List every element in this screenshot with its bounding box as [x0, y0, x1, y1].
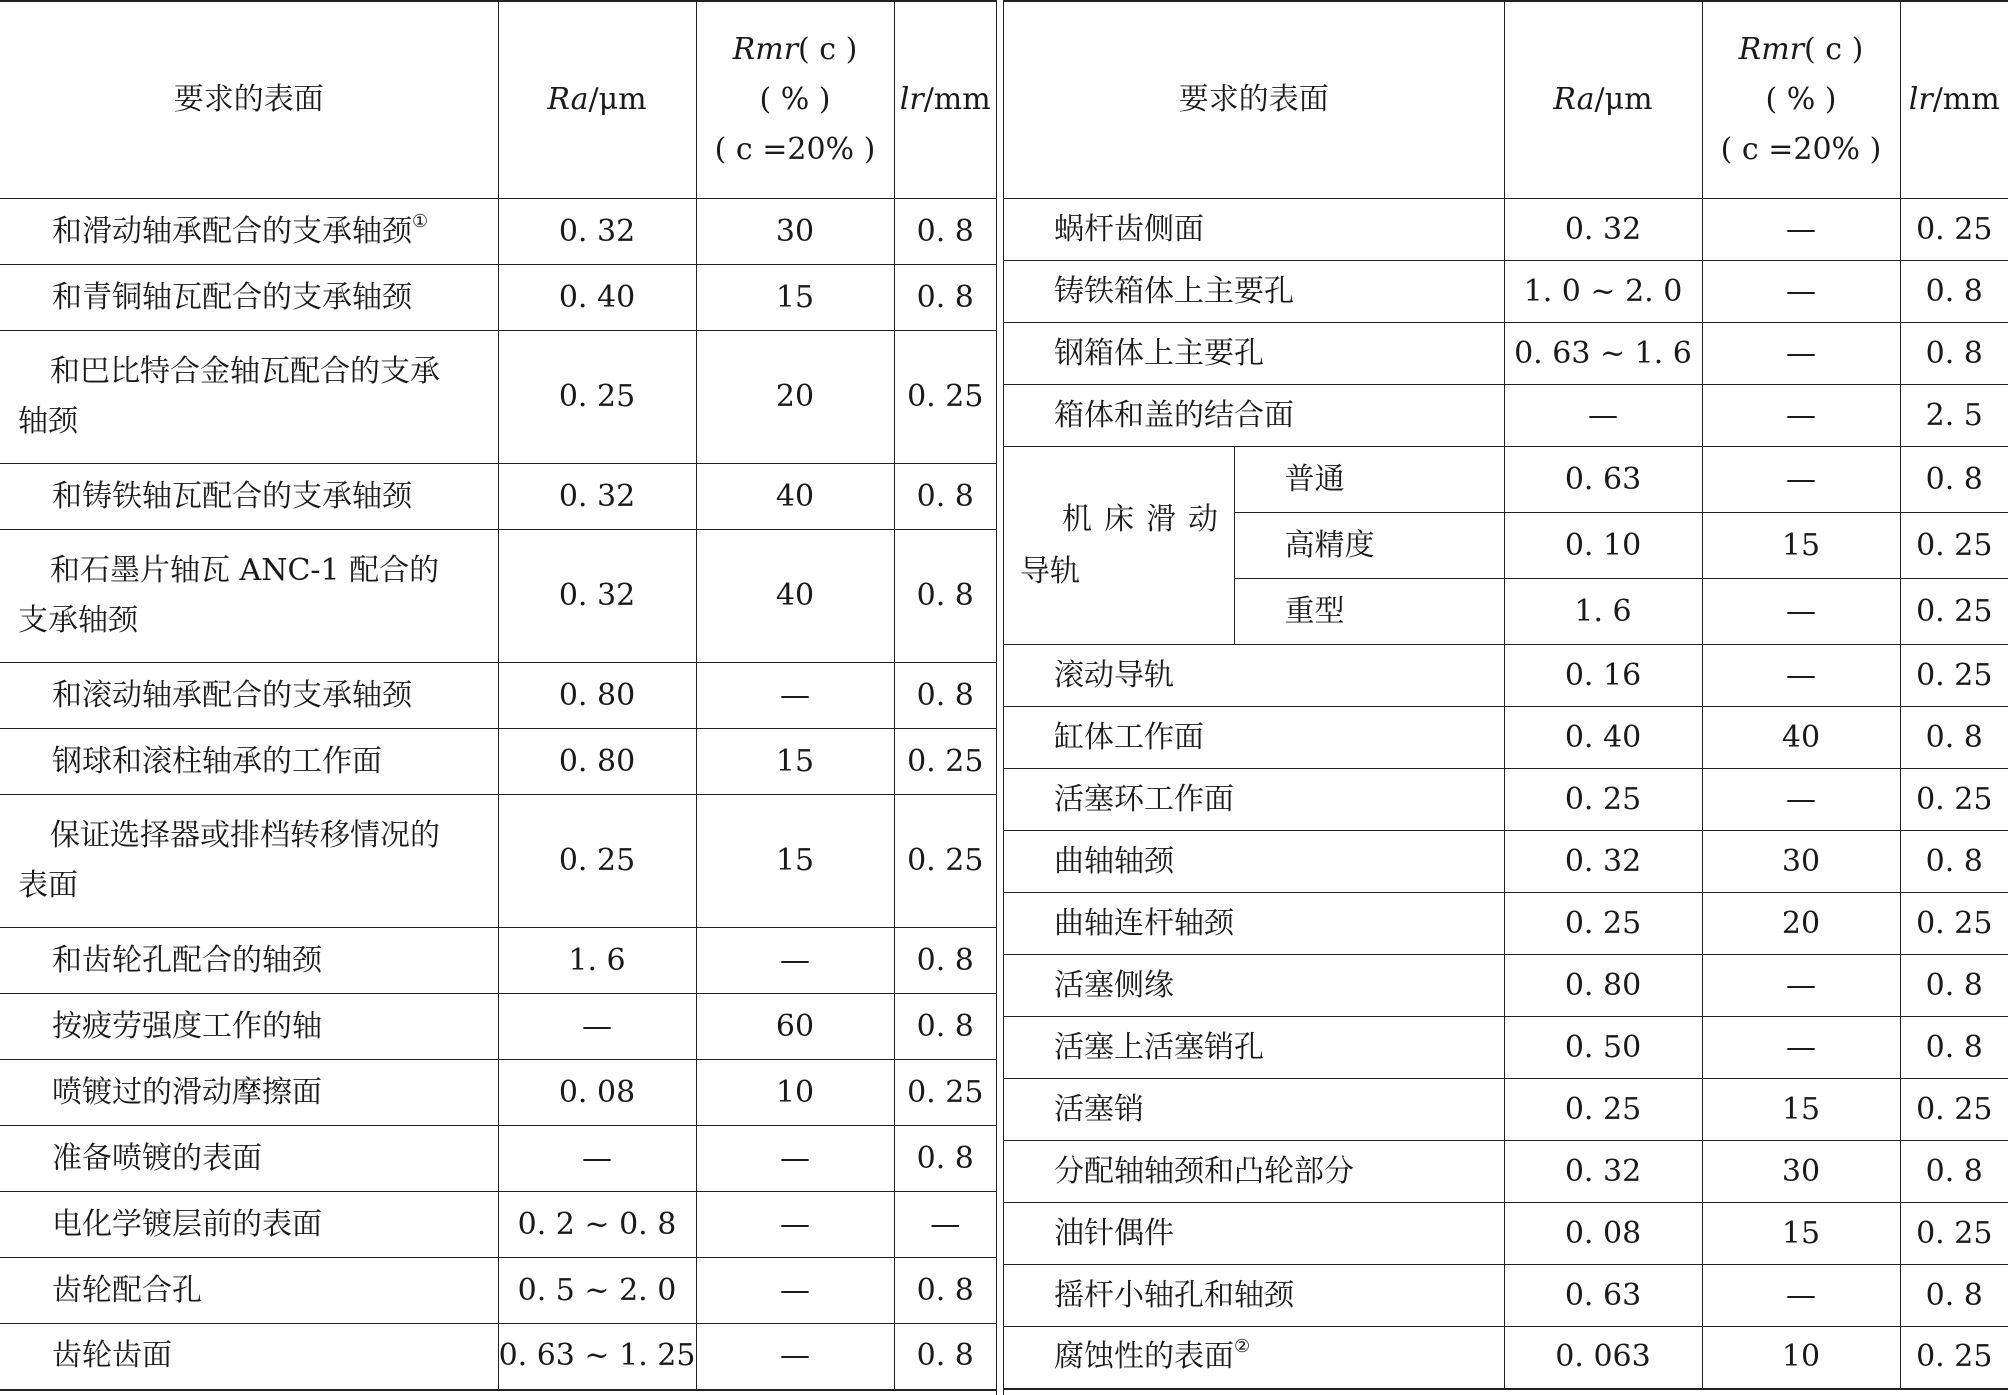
- row-surface: 蜗杆齿侧面: [1004, 199, 1504, 261]
- row-rmr: 15: [696, 729, 894, 795]
- row-surface: 缸体工作面: [1004, 707, 1504, 769]
- row-surface: 齿轮配合孔: [0, 1258, 498, 1324]
- row-surface: 和滑动轴承配合的支承轴颈①: [0, 199, 498, 265]
- header-rmr-arg: ( c ): [1804, 32, 1864, 67]
- row-lr: 0. 25: [1900, 1079, 2008, 1141]
- row-surface: 喷镀过的滑动摩擦面: [0, 1060, 498, 1126]
- row-lr: 0. 8: [894, 663, 996, 729]
- table-row: [0, 1258, 996, 1324]
- row-lr: 0. 8: [894, 530, 996, 663]
- row-lr: 0. 25: [1900, 1203, 2008, 1265]
- row-ra: 0. 32: [498, 199, 696, 265]
- row-lr: 0. 8: [894, 1258, 996, 1324]
- row-lr: 0. 8: [894, 265, 996, 331]
- row-surface: 齿轮齿面: [0, 1324, 498, 1390]
- row-lr: 0. 8: [894, 199, 996, 265]
- row-rmr: —: [1702, 645, 1900, 707]
- row-rmr: —: [1702, 769, 1900, 831]
- row-subsurface: 高精度: [1234, 513, 1504, 579]
- table-row: [1004, 1203, 2008, 1265]
- row-ra: 0. 32: [1504, 1141, 1702, 1203]
- header-lr-unit: /mm: [923, 82, 991, 117]
- table-row: [1004, 707, 2008, 769]
- row-rmr: —: [1702, 261, 1900, 323]
- row-surface: 腐蚀性的表面②: [1004, 1327, 1504, 1389]
- row-rmr: 15: [1702, 1079, 1900, 1141]
- table-row: [0, 199, 996, 265]
- row-lr: 0. 25: [1900, 893, 2008, 955]
- row-lr: 0. 25: [1900, 645, 2008, 707]
- row-ra: 0. 063: [1504, 1327, 1702, 1389]
- row-surface: 电化学镀层前的表面: [0, 1192, 498, 1258]
- header-rmr-pct: ( % ): [759, 82, 831, 117]
- row-surface: 活塞销: [1004, 1079, 1504, 1141]
- row-ra: 0. 40: [1504, 707, 1702, 769]
- footnote-marker: ②: [1234, 1336, 1251, 1358]
- row-lr: 0. 25: [894, 795, 996, 928]
- row-surface: 曲轴轴颈: [1004, 831, 1504, 893]
- header-lr-unit: /mm: [1932, 82, 2000, 117]
- column-separator: [996, 0, 1004, 1395]
- table-row: [1004, 1141, 2008, 1203]
- row-lr: 0. 8: [894, 464, 996, 530]
- row-rmr: —: [1702, 199, 1900, 261]
- header-rmr-c: ( c =20% ): [1720, 132, 1882, 167]
- table-row: [1004, 831, 2008, 893]
- row-surface: 分配轴轴颈和凸轮部分: [1004, 1141, 1504, 1203]
- row-rmr: —: [1702, 447, 1900, 513]
- row-surface: 和滚动轴承配合的支承轴颈: [0, 663, 498, 729]
- footnote-marker: ①: [412, 210, 429, 232]
- row-lr: 0. 25: [894, 1060, 996, 1126]
- machine-guide-label: 机床滑动 导轨: [1004, 447, 1234, 645]
- row-lr: 0. 8: [1900, 831, 2008, 893]
- table-row: [1004, 447, 2008, 513]
- left-table: [0, 0, 996, 1391]
- table-row: [0, 530, 996, 663]
- row-ra: 0. 63: [1504, 447, 1702, 513]
- row-lr: —: [894, 1192, 996, 1258]
- table-row: [0, 464, 996, 530]
- row-ra: 0. 63 ~ 1. 25: [498, 1324, 696, 1390]
- row-rmr: 20: [696, 331, 894, 464]
- right-header-row: [1004, 1, 2008, 199]
- row-surface: 滚动导轨: [1004, 645, 1504, 707]
- table-row: [0, 1324, 996, 1390]
- row-ra: 0. 50: [1504, 1017, 1702, 1079]
- header-rmr-symbol: Rmr: [732, 32, 799, 67]
- table-row: [1004, 645, 2008, 707]
- row-subsurface: 普通: [1234, 447, 1504, 513]
- header-ra-symbol: Ra: [1553, 82, 1595, 117]
- row-ra: 1. 6: [1504, 579, 1702, 645]
- row-rmr: 60: [696, 994, 894, 1060]
- row-surface: 活塞侧缘: [1004, 955, 1504, 1017]
- row-ra: 0. 32: [498, 464, 696, 530]
- table-row: [1004, 261, 2008, 323]
- row-lr: 0. 25: [1900, 199, 2008, 261]
- row-lr: 0. 8: [894, 1324, 996, 1390]
- row-ra: 0. 25: [498, 795, 696, 928]
- left-header-row: [0, 1, 996, 199]
- table-row: [1004, 769, 2008, 831]
- row-ra: 0. 40: [498, 265, 696, 331]
- header-rmr-symbol: Rmr: [1738, 32, 1805, 67]
- header-rmr-arg: ( c ): [798, 32, 858, 67]
- row-ra: 0. 16: [1504, 645, 1702, 707]
- row-ra: 0. 08: [498, 1060, 696, 1126]
- table-row: [1004, 199, 2008, 261]
- row-rmr: —: [1702, 579, 1900, 645]
- row-ra: —: [498, 1126, 696, 1192]
- table-row: [1004, 1265, 2008, 1327]
- row-surface: 活塞上活塞销孔: [1004, 1017, 1504, 1079]
- row-lr: 0. 8: [1900, 955, 2008, 1017]
- row-lr: 0. 8: [1900, 323, 2008, 385]
- row-rmr: 30: [696, 199, 894, 265]
- table-row: [0, 663, 996, 729]
- row-ra: 0. 25: [1504, 893, 1702, 955]
- table-row: [1004, 893, 2008, 955]
- row-rmr: 40: [696, 464, 894, 530]
- row-rmr: —: [696, 1324, 894, 1390]
- table-row: [0, 265, 996, 331]
- table-row: [0, 1192, 996, 1258]
- row-surface: 和巴比特合金轴瓦配合的支承 轴颈: [0, 331, 498, 464]
- row-rmr: 40: [1702, 707, 1900, 769]
- row-rmr: —: [696, 663, 894, 729]
- table-row: [0, 928, 996, 994]
- table-row: [0, 1060, 996, 1126]
- row-ra: 0. 80: [498, 663, 696, 729]
- table-row: [0, 994, 996, 1060]
- row-surface: 钢球和滚柱轴承的工作面: [0, 729, 498, 795]
- header-lr: [894, 1, 996, 199]
- row-lr: 0. 8: [1900, 707, 2008, 769]
- row-rmr: —: [1702, 323, 1900, 385]
- row-ra: 0. 63: [1504, 1265, 1702, 1327]
- row-ra: —: [498, 994, 696, 1060]
- row-rmr: —: [696, 1192, 894, 1258]
- row-lr: 0. 8: [1900, 1017, 2008, 1079]
- table-row: [1004, 385, 2008, 447]
- header-ra: [498, 1, 696, 199]
- header-ra-symbol: Ra: [547, 82, 589, 117]
- row-rmr: 20: [1702, 893, 1900, 955]
- row-rmr: 15: [1702, 513, 1900, 579]
- row-ra: —: [1504, 385, 1702, 447]
- row-lr: 0. 25: [1900, 769, 2008, 831]
- row-lr: 0. 25: [1900, 579, 2008, 645]
- row-ra: 0. 32: [1504, 199, 1702, 261]
- row-surface: 曲轴连杆轴颈: [1004, 893, 1504, 955]
- row-ra: 0. 63 ~ 1. 6: [1504, 323, 1702, 385]
- header-rmr: [1702, 1, 1900, 199]
- row-ra: 0. 08: [1504, 1203, 1702, 1265]
- header-surface: 要求的表面: [1004, 1, 1504, 199]
- header-ra-unit: /μm: [1594, 82, 1653, 117]
- header-ra: [1504, 1, 1702, 199]
- row-surface: 和石墨片轴瓦 ANC-1 配合的 支承轴颈: [0, 530, 498, 663]
- row-ra: 0. 25: [1504, 769, 1702, 831]
- header-lr: [1900, 1, 2008, 199]
- row-rmr: —: [1702, 1017, 1900, 1079]
- table-row: [0, 795, 996, 928]
- table-row: [1004, 955, 2008, 1017]
- row-rmr: —: [696, 1126, 894, 1192]
- row-ra: 0. 32: [498, 530, 696, 663]
- row-ra: 1. 0 ~ 2. 0: [1504, 261, 1702, 323]
- row-surface: 箱体和盖的结合面: [1004, 385, 1504, 447]
- table-row: [1004, 1079, 2008, 1141]
- row-rmr: —: [696, 928, 894, 994]
- header-surface: 要求的表面: [0, 1, 498, 199]
- table-row: [1004, 1327, 2008, 1389]
- table-row: [0, 331, 996, 464]
- row-surface: 摇杆小轴孔和轴颈: [1004, 1265, 1504, 1327]
- row-rmr: —: [696, 1258, 894, 1324]
- row-lr: 2. 5: [1900, 385, 2008, 447]
- row-ra: 0. 32: [1504, 831, 1702, 893]
- row-surface: 和齿轮孔配合的轴颈: [0, 928, 498, 994]
- row-lr: 0. 25: [894, 729, 996, 795]
- row-ra: 1. 6: [498, 928, 696, 994]
- header-rmr-pct: ( % ): [1765, 82, 1837, 117]
- row-lr: 0. 8: [894, 928, 996, 994]
- row-ra: 0. 80: [498, 729, 696, 795]
- table-row: [1004, 323, 2008, 385]
- row-subsurface: 重型: [1234, 579, 1504, 645]
- row-surface: 铸铁箱体上主要孔: [1004, 261, 1504, 323]
- row-lr: 0. 25: [1900, 1327, 2008, 1389]
- header-rmr-c: ( c =20% ): [714, 132, 876, 167]
- row-lr: 0. 8: [1900, 447, 2008, 513]
- row-ra: 0. 2 ~ 0. 8: [498, 1192, 696, 1258]
- header-lr-symbol: lr: [899, 82, 924, 117]
- row-lr: 0. 8: [894, 1126, 996, 1192]
- row-ra: 0. 10: [1504, 513, 1702, 579]
- row-rmr: —: [1702, 1265, 1900, 1327]
- row-surface: 油针偶件: [1004, 1203, 1504, 1265]
- row-ra: 0. 5 ~ 2. 0: [498, 1258, 696, 1324]
- header-ra-unit: /μm: [588, 82, 647, 117]
- row-rmr: 15: [1702, 1203, 1900, 1265]
- row-lr: 0. 8: [894, 994, 996, 1060]
- row-rmr: 30: [1702, 831, 1900, 893]
- row-rmr: 10: [696, 1060, 894, 1126]
- row-rmr: 15: [696, 265, 894, 331]
- row-rmr: 10: [1702, 1327, 1900, 1389]
- row-surface: 活塞环工作面: [1004, 769, 1504, 831]
- row-lr: 0. 8: [1900, 1265, 2008, 1327]
- row-surface: 保证选择器或排档转移情况的 表面: [0, 795, 498, 928]
- row-rmr: —: [1702, 955, 1900, 1017]
- row-ra: 0. 25: [498, 331, 696, 464]
- row-lr: 0. 8: [1900, 261, 2008, 323]
- row-ra: 0. 80: [1504, 955, 1702, 1017]
- row-surface: 和青铜轴瓦配合的支承轴颈: [0, 265, 498, 331]
- table-row: [0, 1126, 996, 1192]
- table-row: [0, 729, 996, 795]
- row-lr: 0. 8: [1900, 1141, 2008, 1203]
- header-lr-symbol: lr: [1908, 82, 1933, 117]
- row-surface: 按疲劳强度工作的轴: [0, 994, 498, 1060]
- table-row: [1004, 1017, 2008, 1079]
- row-lr: 0. 25: [894, 331, 996, 464]
- right-table: [1004, 0, 2008, 1390]
- row-surface: 和铸铁轴瓦配合的支承轴颈: [0, 464, 498, 530]
- row-surface: 准备喷镀的表面: [0, 1126, 498, 1192]
- row-rmr: 40: [696, 530, 894, 663]
- row-lr: 0. 25: [1900, 513, 2008, 579]
- row-rmr: 30: [1702, 1141, 1900, 1203]
- header-rmr: [696, 1, 894, 199]
- row-surface: 钢箱体上主要孔: [1004, 323, 1504, 385]
- row-ra: 0. 25: [1504, 1079, 1702, 1141]
- row-rmr: —: [1702, 385, 1900, 447]
- row-rmr: 15: [696, 795, 894, 928]
